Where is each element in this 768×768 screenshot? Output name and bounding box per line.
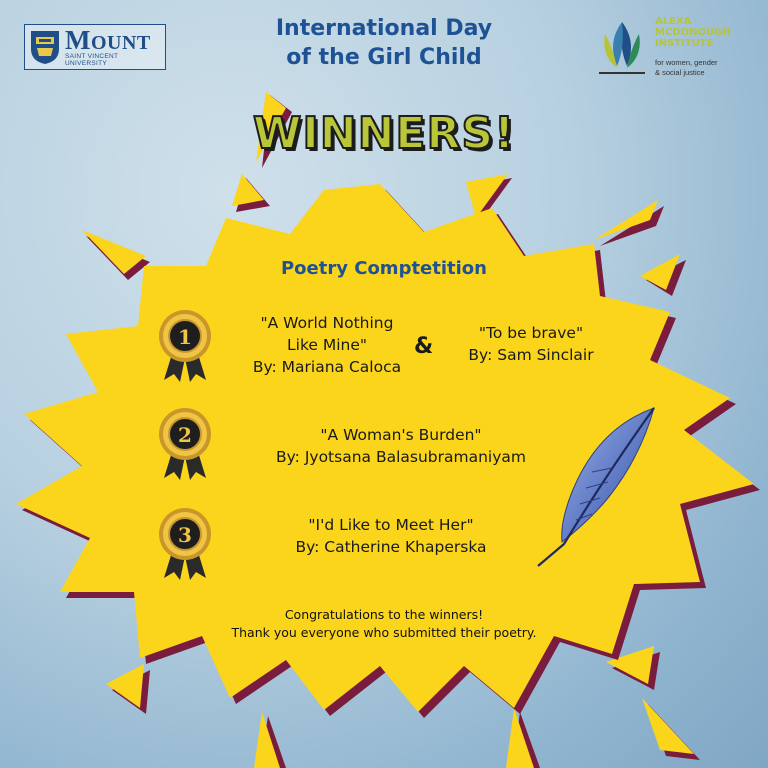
poem-title-line2: Like Mine": [287, 336, 367, 354]
amdi-tagline-line1: for women, gender: [655, 58, 718, 67]
poem-author: By: Jyotsana Balasubramaniyam: [276, 448, 526, 466]
congrats-line1: Congratulations to the winners!: [284, 607, 484, 622]
entry-third: [276, 514, 506, 558]
entry-first-a: [236, 312, 418, 378]
congrats-message: [180, 606, 588, 642]
poem-author: By: Sam Sinclair: [468, 346, 594, 364]
amdi-line1: ALEXA: [655, 16, 692, 27]
amdi-logo: [597, 14, 757, 94]
entry-second: [246, 424, 556, 468]
poem-author: By: Catherine Khaperska: [295, 538, 487, 556]
section-title: Poetry Comptetition: [280, 258, 487, 279]
amdi-leaves-icon: [597, 18, 647, 76]
medal-number: 1: [178, 325, 192, 349]
feather-quill-icon: [528, 402, 668, 572]
msvu-name: OUNT: [90, 32, 151, 54]
gold-medal-icon: [154, 404, 216, 482]
entry-first-b: [446, 322, 616, 366]
poem-title: "I'd Like to Meet Her": [308, 516, 474, 534]
msvu-subname: SAINT VINCENT: [65, 53, 119, 60]
amdi-tagline: [655, 58, 765, 78]
msvu-logo: [24, 24, 166, 70]
congrats-line2: Thank you everyone who submitted their poetry.: [231, 625, 537, 640]
medal-number: 2: [178, 423, 192, 447]
ampersand: &: [414, 334, 434, 359]
event-title: [234, 14, 534, 72]
amdi-name: [655, 16, 731, 49]
gold-medal-icon: [154, 504, 216, 582]
event-title-line1: International Day: [275, 16, 493, 41]
amdi-line2: MCDONOUGH: [655, 27, 731, 38]
medal-number: 3: [178, 523, 192, 547]
gold-medal-icon: [154, 306, 216, 384]
poem-title: "To be brave": [478, 324, 584, 342]
msvu-monogram: M: [65, 25, 91, 55]
msvu-university: UNIVERSITY: [65, 59, 108, 67]
amdi-tagline-line2: & social justice: [655, 68, 705, 77]
poem-title-line1: "A World Nothing: [260, 314, 394, 332]
msvu-crest-icon: [29, 29, 61, 65]
amdi-line3: INSTITUTE: [655, 38, 714, 49]
poem-title: "A Woman's Burden": [320, 426, 482, 444]
event-title-line2: of the Girl Child: [286, 45, 482, 70]
winners-headline: WINNERS!: [252, 108, 516, 159]
poem-author: By: Mariana Caloca: [252, 358, 402, 376]
